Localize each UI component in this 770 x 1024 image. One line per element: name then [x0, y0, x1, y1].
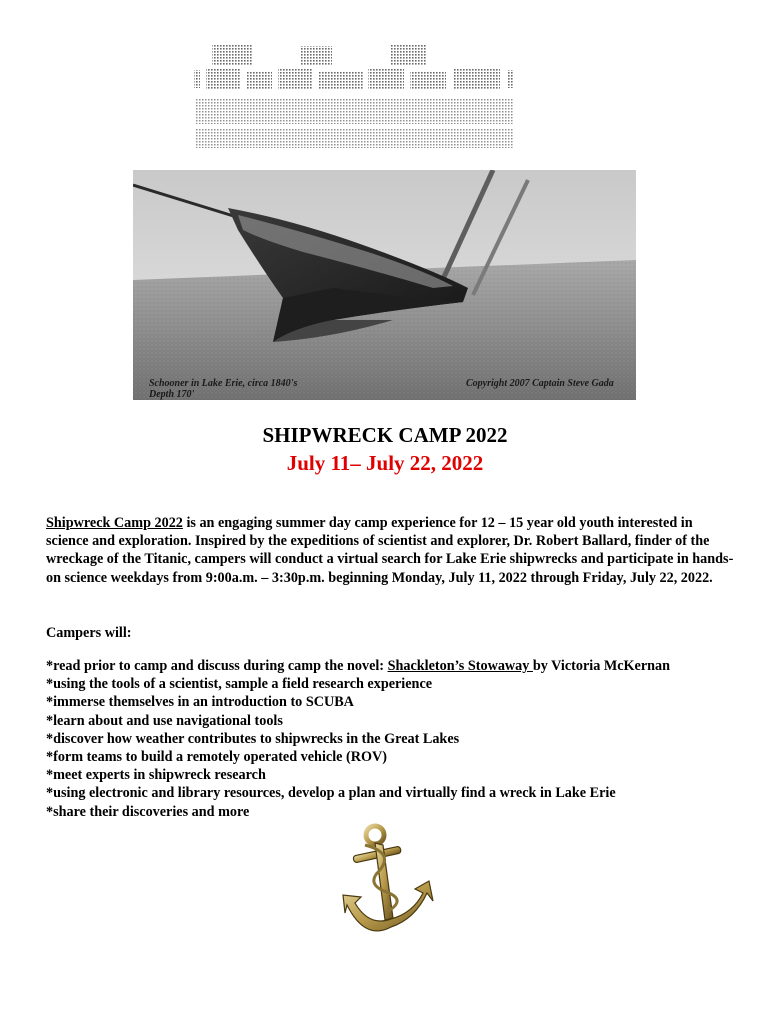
- list-item: *using electronic and library resources, develop a plan and virtually find a wreck in Lake Erie: [46, 785, 616, 802]
- list-item-prefix: *read prior to camp and discuss during camp the novel:: [46, 658, 388, 674]
- shipwreck-photo: [133, 170, 636, 400]
- intro-lead: Shipwreck Camp 2022: [46, 515, 183, 531]
- list-item: *learn about and use navigational tools: [46, 712, 283, 729]
- list-item-suffix: by Victoria McKernan: [532, 658, 671, 674]
- activity-list: [46, 657, 736, 821]
- list-item: *immerse themselves in an introduction to SCUBA: [46, 694, 354, 711]
- intro-text: is an engaging summer day camp experience for 12 – 15 year old youth interested in science and exploration. Inspired by the expeditions of scientist and explorer, Dr. Robert Ballard, finder of the wreckage of the Titanic, campers will conduct a virtual search for Lake Erie shipwrecks and participate in hands-on science weekdays from 9:00a.m. – 3:30p.m. beginning Monday, July 11, 2022 through Friday, July 22, 2022.: [46, 515, 734, 586]
- list-item: [46, 657, 736, 675]
- list-item: *share their discoveries and more: [46, 803, 250, 820]
- list-item: *form teams to build a remotely operated vehicle (ROV): [46, 749, 387, 766]
- list-item: *using the tools of a scientist, sample a field research experience: [46, 676, 433, 693]
- photo-caption-left-line1: Schooner in Lake Erie, circa 1840's: [149, 378, 298, 389]
- photo-caption-copyright: Copyright 2007 Captain Steve Gada: [466, 378, 614, 389]
- faded-organization-logo: [190, 42, 520, 152]
- list-item: *discover how weather contributes to shipwrecks in the Great Lakes: [46, 730, 460, 747]
- anchor-icon: [335, 823, 440, 945]
- book-title: Shackleton’s Stowaway: [387, 658, 533, 674]
- campers-heading: Campers will:: [46, 625, 132, 641]
- list-item: *meet experts in shipwreck research: [46, 767, 266, 784]
- photo-caption-left-line2: Depth 170': [149, 389, 195, 400]
- camp-dates: July 11– July 22, 2022: [286, 451, 484, 475]
- page-title: SHIPWRECK CAMP 2022: [262, 423, 508, 447]
- intro-paragraph: [46, 514, 736, 587]
